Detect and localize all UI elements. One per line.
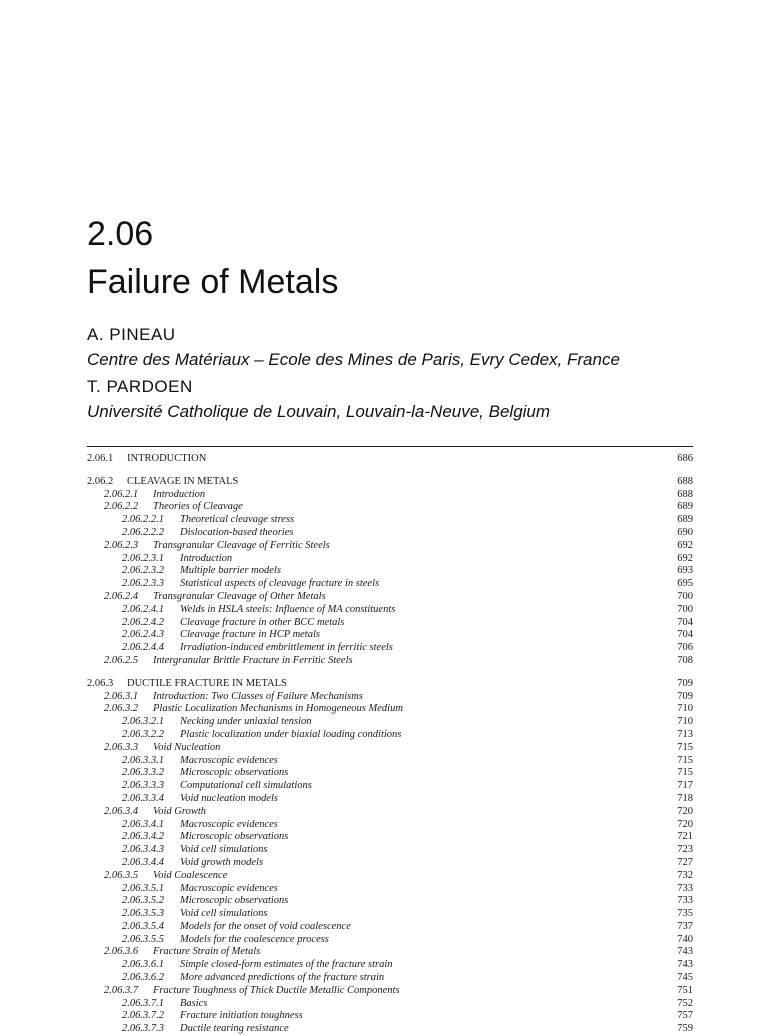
toc-entry [87, 501, 693, 514]
toc-entry-number: 2.06.2.2 [104, 501, 139, 513]
toc-entry-title: Necking under uniaxial tension [180, 716, 312, 728]
toc-entry [87, 565, 693, 578]
toc-entry-page: 733 [677, 882, 693, 894]
toc-entry-number: 2.06.3.5.2 [122, 895, 164, 907]
toc-entry [87, 844, 693, 857]
toc-entry-page: 693 [677, 565, 693, 577]
toc-entry-number: 2.06.3.3 [104, 741, 139, 753]
toc-entry-number: 2.06.3.4.3 [122, 844, 164, 856]
toc-entry-title: Transgranular Cleavage of Ferritic Steels [153, 539, 330, 551]
toc-entry [87, 591, 693, 604]
toc-entry [87, 985, 693, 998]
toc-entry [87, 678, 693, 691]
toc-entry-number: 2.06.3.7.3 [122, 1023, 164, 1035]
toc-entry-number: 2.06.1 [87, 453, 114, 464]
toc-entry-page: 704 [677, 629, 693, 641]
toc-entry-title: Plastic localization under biaxial loading conditions [180, 728, 402, 740]
toc-entry-title: Introduction [153, 488, 206, 500]
toc-entry [87, 946, 693, 959]
toc-entry-title: Theories of Cleavage [153, 501, 243, 513]
toc-entry-title: Void Coalescence [153, 869, 228, 881]
toc-entry-title: DUCTILE FRACTURE IN METALS [127, 677, 287, 689]
toc-entry-number: 2.06.2.4.2 [122, 616, 164, 628]
toc-entry-number: 2.06.2.3.1 [122, 552, 164, 564]
toc-entry-title: INTRODUCTION [127, 453, 207, 464]
toc-entry-number: 2.06.2.3.3 [122, 578, 164, 590]
toc-entry-page: 715 [677, 754, 693, 766]
toc-entry-page: 710 [677, 716, 693, 728]
toc-entry-page: 710 [677, 703, 693, 715]
toc-entry-title: Cleavage fracture in HCP metals [180, 629, 320, 641]
toc-entry [87, 527, 693, 540]
toc-entry-title: Dislocation-based theories [180, 526, 294, 538]
toc-entry-number: 2.06.3.7 [104, 984, 139, 996]
toc-entry-number: 2.06.2.3.2 [122, 565, 164, 577]
toc-entry-title: Void cell simulations [180, 844, 268, 856]
toc-entry [87, 895, 693, 908]
toc-entry-page: 720 [677, 805, 693, 817]
toc-entry-title: Models for the onset of void coalescence [180, 920, 351, 932]
toc-entry-title: Theoretical cleavage stress [180, 514, 295, 526]
toc-entry-page: 700 [677, 590, 693, 602]
toc-entry-title: Macroscopic evidences [180, 882, 278, 894]
toc-entry-page: 733 [677, 895, 693, 907]
toc-entry [87, 453, 693, 466]
toc-entry-page: 713 [677, 728, 693, 740]
toc-entry-page: 706 [677, 642, 693, 654]
author-affiliation: Université Catholique de Louvain, Louvain-la-Neuve, Belgium [87, 402, 551, 421]
toc-entry-title: Introduction: Two Classes of Failure Mechanisms [153, 690, 363, 702]
toc-entry-page: 720 [677, 818, 693, 830]
toc-entry [87, 629, 693, 642]
toc-entry-page: 700 [677, 603, 693, 615]
toc-entry-page: 688 [677, 488, 693, 500]
toc-entry-page: 740 [677, 933, 693, 945]
toc-entry [87, 655, 693, 668]
toc-entry-number: 2.06.3.2 [104, 703, 139, 715]
toc-entry-number: 2.06.3.1 [104, 690, 139, 702]
toc-entry-number: 2.06.3.6 [104, 946, 139, 958]
toc-entry [87, 870, 693, 883]
toc-entry-page: 759 [677, 1023, 693, 1035]
toc-entry [87, 767, 693, 780]
toc-entry [87, 780, 693, 793]
table-of-contents [87, 453, 693, 1036]
toc-entry-number: 2.06.2.4 [104, 590, 139, 602]
toc-entry [87, 604, 693, 617]
toc-entry-number: 2.06.3.4.2 [122, 831, 164, 843]
toc-entry-title: Fracture Strain of Metals [153, 946, 261, 958]
toc-entry-page: 709 [677, 690, 693, 702]
toc-entry-page: 690 [677, 526, 693, 538]
toc-entry-number: 2.06.3.3.1 [122, 754, 164, 766]
toc-entry-number: 2.06.3.6.1 [122, 959, 164, 971]
toc-entry [87, 578, 693, 591]
author-name: T. PARDOEN [87, 377, 193, 396]
toc-entry-page: 715 [677, 767, 693, 779]
toc-entry [87, 819, 693, 832]
toc-entry-page: 735 [677, 908, 693, 920]
toc-entry-page: 686 [677, 453, 693, 464]
toc-entry-page: 715 [677, 741, 693, 753]
toc-entry-number: 2.06.3.3.2 [122, 767, 164, 779]
toc-entry-number: 2.06.2.2.2 [122, 526, 164, 538]
toc-entry-number: 2.06.3.5 [104, 869, 139, 881]
toc-entry [87, 553, 693, 566]
toc-entry-page: 751 [677, 984, 693, 996]
toc-entry-number: 2.06.3.5.5 [122, 933, 164, 945]
toc-entry-number: 2.06.3.4.1 [122, 818, 164, 830]
toc-entry-page: 743 [677, 959, 693, 971]
toc-entry-title: Transgranular Cleavage of Other Metals [153, 590, 326, 602]
toc-entry-title: Welds in HSLA steels: Influence of MA constituents [180, 603, 396, 615]
toc-entry-number: 2.06.3.3.4 [122, 792, 164, 804]
toc-entry [87, 998, 693, 1011]
toc-entry-title: Basics [180, 997, 208, 1009]
toc-entry-title: More advanced predictions of the fracture strain [180, 972, 385, 984]
toc-entry [87, 642, 693, 655]
toc-entry-page: 723 [677, 844, 693, 856]
toc-entry-number: 2.06.3.3.3 [122, 780, 164, 792]
toc-entry [87, 691, 693, 704]
toc-entry [87, 793, 693, 806]
toc-entry [87, 703, 693, 716]
toc-entry [87, 959, 693, 972]
toc-entry [87, 476, 693, 489]
toc-entry [87, 806, 693, 819]
toc-entry-number: 2.06.2.2.1 [122, 514, 164, 526]
toc-entry-title: Introduction [180, 552, 233, 564]
toc-entry [87, 489, 693, 502]
toc-entry [87, 1023, 693, 1036]
toc-entry-number: 2.06.3.4 [104, 805, 139, 817]
toc-entry-number: 2.06.3.2.2 [122, 728, 164, 740]
toc-entry-title: Ductile tearing resistance [180, 1023, 289, 1035]
toc-entry-page: 709 [677, 677, 693, 689]
toc-entry-title: Void cell simulations [180, 908, 268, 920]
toc-entry-title: Fracture initiation toughness [180, 1010, 303, 1022]
toc-entry-title: Simple closed-form estimates of the fracture strain [180, 959, 393, 971]
toc-entry-title: Statistical aspects of cleavage fracture in steels [180, 578, 380, 590]
toc-entry [87, 617, 693, 630]
toc-entry-number: 2.06.2.1 [104, 488, 139, 500]
toc-entry-number: 2.06.3.5.4 [122, 920, 164, 932]
author-name: A. PINEAU [87, 325, 176, 344]
toc-entry [87, 514, 693, 527]
chapter-number: 2.06 [87, 215, 154, 253]
toc-entry-title: Void growth models [180, 856, 264, 868]
toc-entry [87, 716, 693, 729]
toc-entry [87, 729, 693, 742]
toc-entry-page: 718 [677, 792, 693, 804]
toc-entry-number: 2.06.2.4.4 [122, 642, 164, 654]
toc-entry-number: 2.06.3.7.1 [122, 997, 164, 1009]
toc-entry-page: 721 [677, 831, 693, 843]
toc-entry-page: 688 [677, 475, 693, 487]
toc-entry-number: 2.06.3.2.1 [122, 716, 164, 728]
toc-entry-page: 689 [677, 501, 693, 513]
toc-entry [87, 742, 693, 755]
toc-entry-page: 689 [677, 514, 693, 526]
toc-entry-number: 2.06.3 [87, 677, 114, 689]
toc-entry-title: Void nucleation models [180, 792, 278, 804]
toc-entry-title: Fracture Toughness of Thick Ductile Metallic Components [153, 984, 400, 996]
toc-entry-page: 692 [677, 552, 693, 564]
toc-entry-number: 2.06.2.5 [104, 654, 139, 666]
toc-entry [87, 934, 693, 947]
toc-entry-number: 2.06.2.3 [104, 539, 139, 551]
toc-entry-page: 745 [677, 972, 693, 984]
toc-entry-number: 2.06.2.4.1 [122, 603, 164, 615]
toc-entry [87, 857, 693, 870]
toc-entry-page: 695 [677, 578, 693, 590]
toc-entry [87, 883, 693, 896]
toc-entry-page: 708 [677, 654, 693, 666]
toc-entry-number: 2.06.3.5.3 [122, 908, 164, 920]
toc-entry-page: 732 [677, 869, 693, 881]
toc-entry-title: Microscopic observations [180, 895, 289, 907]
toc-entry-page: 717 [677, 780, 693, 792]
toc-entry-title: Irradiation-induced embrittlement in ferritic steels [180, 642, 393, 654]
toc-entry-title: Void Nucleation [153, 741, 221, 753]
author-affiliation: Centre des Matériaux – Ecole des Mines de Paris, Evry Cedex, France [87, 350, 620, 369]
toc-entry-title: CLEAVAGE IN METALS [127, 475, 239, 487]
toc-entry [87, 908, 693, 921]
toc-entry-page: 692 [677, 539, 693, 551]
toc-entry [87, 921, 693, 934]
toc-entry-page: 752 [677, 997, 693, 1009]
toc-entry-title: Multiple barrier models [180, 565, 281, 577]
toc-entry-number: 2.06.3.5.1 [122, 882, 164, 894]
toc-entry [87, 831, 693, 844]
toc-entry-title: Macroscopic evidences [180, 818, 278, 830]
toc-entry-number: 2.06.3.6.2 [122, 972, 164, 984]
toc-entry-title: Microscopic observations [180, 767, 289, 779]
toc-entry-page: 737 [677, 920, 693, 932]
toc-entry [87, 755, 693, 768]
toc-entry-title: Cleavage fracture in other BCC metals [180, 616, 345, 628]
toc-entry-page: 743 [677, 946, 693, 958]
toc-entry-number: 2.06.2 [87, 475, 114, 487]
toc-entry-number: 2.06.3.7.2 [122, 1010, 164, 1022]
chapter-title: Failure of Metals [87, 263, 339, 301]
toc-entry-page: 704 [677, 616, 693, 628]
divider [87, 446, 693, 447]
toc-entry-page: 727 [677, 856, 693, 868]
toc-entry [87, 972, 693, 985]
toc-entry-page: 757 [677, 1010, 693, 1022]
toc-entry-title: Computational cell simulations [180, 780, 312, 792]
toc-entry-title: Macroscopic evidences [180, 754, 278, 766]
toc-entry-title: Models for the coalescence process [180, 933, 329, 945]
toc-entry [87, 540, 693, 553]
toc-entry-number: 2.06.3.4.4 [122, 856, 164, 868]
toc-entry-number: 2.06.2.4.3 [122, 629, 164, 641]
toc-entry-title: Intergranular Brittle Fracture in Ferritic Steels [153, 654, 353, 666]
toc-entry-title: Void Growth [153, 805, 206, 817]
toc-entry [87, 1010, 693, 1023]
toc-entry-title: Microscopic observations [180, 831, 289, 843]
toc-entry-title: Plastic Localization Mechanisms in Homogeneous Medium [153, 703, 403, 715]
